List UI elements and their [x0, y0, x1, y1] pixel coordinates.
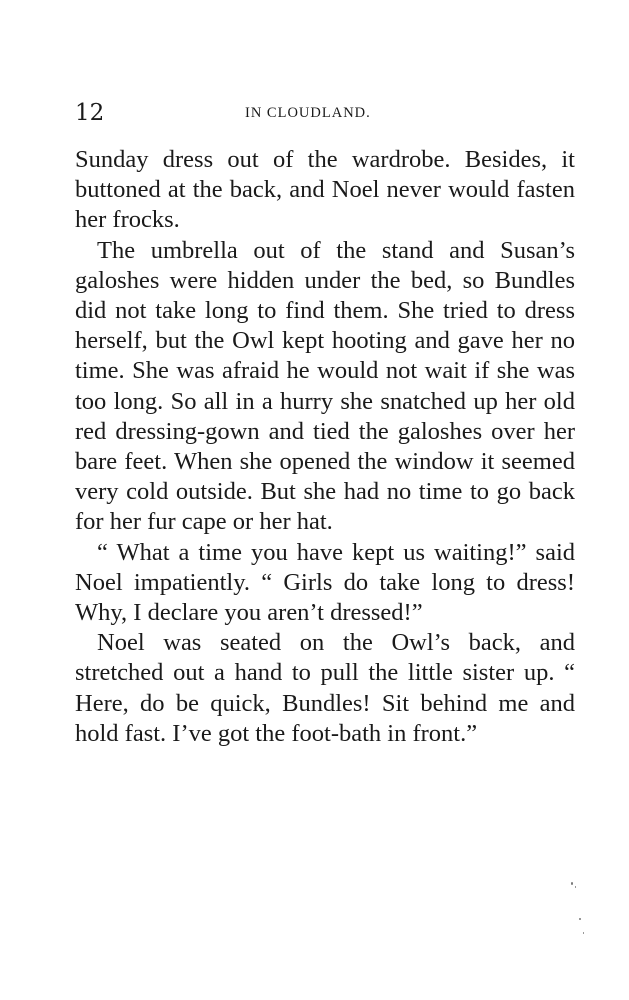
paragraph: Noel was seated on the Owl’s back, and stretched out a hand to pull the little sister up. “ Here, do be quick, Bundles! Sit behind me and hold fast. I’ve got the foot-bath in front.” [75, 629, 575, 747]
paragraph: The umbrella out of the stand and Susan’s galoshes were hidden under the bed, so Bundles did not take long to find them. She tried to dress herself, but the Owl kept hooting and gave her no time. She was afraid he would not wait if she was too long. So all in a hurry she snatched up her old red dressing-gown and tied the galoshes over her bare feet. When she opened the window it seemed very cold outside. But she had no time to go back for her fur cape or her hat. [75, 236, 575, 536]
paper-specks [569, 880, 589, 950]
running-head [75, 100, 575, 132]
paragraph: “ What a time you have kept us waiting!” said Noel impatiently. “ Girls do take long to dress! Why, I declare you aren’t dressed!” [75, 538, 575, 627]
paragraph: Sunday dress out of the wardrobe. Besides, it buttoned at the back, and Noel never would fasten her frocks. [75, 146, 575, 234]
page-number: 12 [75, 100, 105, 126]
running-title: IN CLOUDLAND. [245, 105, 371, 121]
body-text [75, 145, 575, 749]
